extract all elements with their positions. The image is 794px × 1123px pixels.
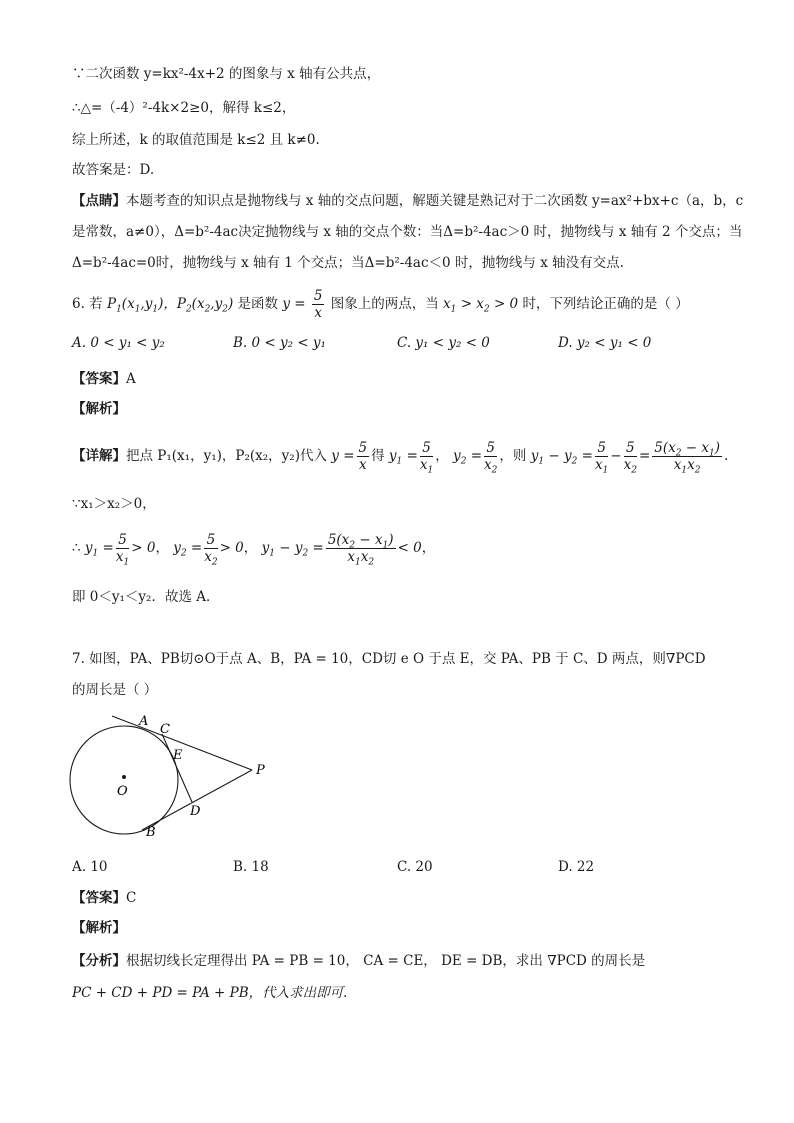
- label-o: O: [117, 784, 128, 799]
- label-c: C: [160, 722, 170, 737]
- q6-therefore-a: ∴: [72, 540, 81, 556]
- remark-tag: 【点睛】: [72, 193, 126, 209]
- q7-answer-value: C: [126, 890, 137, 906]
- q7-stem-2: 的周长是（ ）: [72, 682, 158, 698]
- q6-stem-a: 6. 若: [72, 296, 103, 312]
- q6-stem-c: 图象上的两点，当: [330, 296, 439, 312]
- q6-option-a: A. 0 < y₁ < y₂: [72, 335, 165, 351]
- detail-tag: 【详解】: [72, 448, 126, 464]
- q7-option-d: D. 22: [558, 859, 595, 875]
- center-point: [122, 775, 126, 779]
- q6-option-d: D. y₂ < y₁ < 0: [558, 335, 652, 351]
- circle-o: [70, 726, 178, 834]
- q6-answer-value: A: [126, 371, 136, 387]
- label-d: D: [190, 804, 201, 819]
- q6-fraction: $\frac{5}{x}$: [313, 288, 323, 321]
- q7-fenxi-line-2: PC + CD + PD = PA + PB，代入求出即可.: [72, 985, 348, 1001]
- q6-detail-d: ，则: [499, 448, 527, 464]
- tangent-pb: [142, 770, 252, 830]
- q6-detail: 【详解】把点 P₁(x₁，y₁)，P₂(x₂，y₂)代入 y = $\frac{5}{x}$ 得 $y_1$ = $\frac{5}{x_1}$ ， $y_2$ = $\frac{5}{x_2}$ ，则 $y_1 - y_2$ = $\frac{5}{x_1}$ − $\frac{5}{x_2}$ = $\frac{5(x_2 - x_1)}{x_1x_2}$ .: [72, 440, 729, 476]
- q6-since: ∵x₁＞x₂＞0，: [72, 496, 156, 512]
- q7-option-b: B. 18: [233, 859, 269, 875]
- q6-therefore: ∴ $y_1$ = $\frac{5}{x_1}$ > 0， $y_2$ = $\frac{5}{x_2}$ > 0， $y_1 - y_2$ = $\frac{5(x_2 - x_1)}{x_1x_2}$ < 0，: [72, 532, 436, 568]
- q7-fenxi-a: 根据切线长定理得出 PA = PB = 10， CA = CE， DE = DB，求出 ∇PCD 的周长是: [126, 953, 646, 969]
- label-e: E: [173, 748, 183, 763]
- q6-condition: $x_1 > x_2 > 0$: [443, 296, 519, 315]
- answer-tag: 【答案】: [72, 371, 126, 387]
- solution-line-3: 综上所述，k 的取值范围是 k≤2 且 k≠0.: [72, 132, 320, 148]
- q6-points: $P_1(x_1,y_1)$，$P_2(x_2,y_2)$: [106, 296, 234, 315]
- q6-detail-b: 得: [371, 448, 385, 464]
- label-a: A: [139, 714, 149, 729]
- tangent-circle-figure: [66, 706, 286, 846]
- remark-line-1: [72, 191, 743, 211]
- remark-line-3: Δ=b²-4ac=0时，抛物线与 x 轴有 1 个交点；当Δ=b²-4ac＜0 时，抛物线与 x 轴没有交点.: [72, 255, 624, 271]
- q6-option-b: B. 0 < y₂ < y₁: [233, 335, 326, 351]
- solution-line-2: ∴△=（-4）²-4k×2≥0，解得 k≤2，: [72, 100, 296, 116]
- q6-stem: 6. 若 $P_1(x_1,y_1)$，$P_2(x_2,y_2)$ 是函数 y = $\frac{5}{x}$ 图象上的两点，当 $x_1 > x_2 > 0$ 时，下列结论正确的是（ ）: [72, 288, 689, 321]
- q7-option-a: A. 10: [72, 859, 108, 875]
- q6-stem-b: 是函数: [237, 296, 279, 312]
- label-p: P: [256, 763, 265, 778]
- q6-option-c: C. y₁ < y₂ < 0: [397, 335, 490, 351]
- solution-line-1: ∵二次函数 y=kx²-4x+2 的图象与 x 轴有公共点，: [72, 66, 381, 82]
- q7-option-c: C. 20: [397, 859, 433, 875]
- answer-tag: 【答案】: [72, 890, 126, 906]
- solution-line-4: 故答案是：D.: [72, 162, 155, 178]
- q6-answer: [72, 369, 136, 389]
- q7-stem-1: 7. 如图，PA、PB切⊙O于点 A、B，PA = 10，CD切 e O 于点 E，交 PA、PB 于 C、D 两点，则∇PCD: [72, 651, 706, 667]
- label-b: B: [146, 825, 156, 840]
- q6-detail-c: ，: [435, 448, 449, 464]
- q7-fenxi-line-1: [72, 951, 645, 971]
- q7-answer: [72, 888, 136, 908]
- q6-stem-d: 时，下列结论正确的是（ ）: [522, 296, 689, 312]
- q6-analysis-tag: 【解析】: [72, 401, 126, 417]
- q6-conclusion: 即 0＜y₁＜y₂．故选 A．: [72, 589, 220, 605]
- remark-text-1: 本题考查的知识点是抛物线与 x 轴的交点问题，解题关键是熟记对于二次函数 y=ax²+bx+c（a，b，c: [126, 193, 744, 209]
- fenxi-tag: 【分析】: [72, 953, 126, 969]
- remark-line-2: 是常数，a≠0），Δ=b²-4ac决定抛物线与 x 轴的交点个数：当Δ=b²-4ac＞0 时，抛物线与 x 轴有 2 个交点；当: [72, 224, 743, 240]
- q6-detail-a: 把点 P₁(x₁，y₁)，P₂(x₂，y₂)代入: [126, 448, 327, 464]
- q7-analysis-tag: 【解析】: [72, 920, 126, 936]
